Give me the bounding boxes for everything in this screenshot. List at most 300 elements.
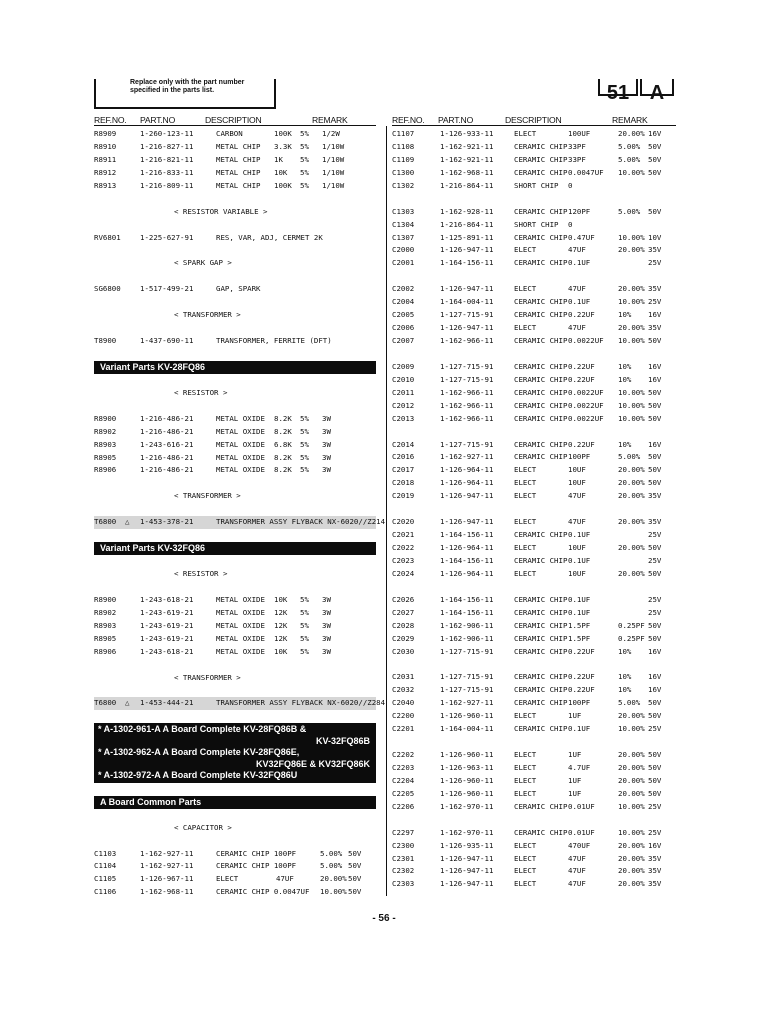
section-subheading — [94, 257, 376, 270]
part-row — [94, 633, 376, 646]
part-number: 1-125-891-11 — [440, 232, 494, 242]
part-number: 1-162-968-11 — [140, 887, 194, 897]
rating: 16V — [648, 840, 662, 850]
description: ELECT — [514, 788, 537, 798]
tolerance: 5% — [300, 180, 309, 190]
part-row — [94, 607, 376, 620]
value: 47UF — [276, 874, 294, 884]
value: 8.2K — [274, 426, 292, 436]
tolerance: 5.00% — [618, 154, 641, 164]
ref-number: R8911 — [94, 154, 117, 164]
tolerance: 10.00% — [618, 336, 645, 345]
rating: 1/10W — [322, 167, 345, 177]
subheading-text: < TRANSFORMER > — [174, 672, 241, 682]
value: 0.0047UF — [568, 167, 604, 177]
rating: 25V — [648, 801, 662, 811]
tolerance: 20.00% — [618, 788, 645, 798]
description: CERAMIC CHIP — [514, 724, 568, 734]
ref-number: R8913 — [94, 180, 117, 190]
rating: 3W — [322, 465, 331, 475]
banner-line: * A-1302-961-A A Board Complete KV-28FQ86B & — [98, 724, 307, 735]
part-number: 1-216-486-21 — [140, 465, 194, 475]
rating: 16V — [648, 685, 662, 695]
header-desc-left: DESCRIPTION — [205, 115, 262, 125]
description: ELECT — [514, 840, 537, 850]
part-number: 1-162-966-11 — [440, 400, 494, 410]
part-number: 1-164-004-11 — [440, 724, 494, 734]
part-row — [392, 853, 676, 866]
ref-number: C2204 — [392, 775, 415, 785]
spacer — [392, 193, 676, 206]
description: METAL OXIDE — [216, 646, 265, 656]
part-row — [94, 439, 376, 452]
ref-number: C2014 — [392, 439, 415, 449]
ref-number: C2013 — [392, 413, 415, 423]
tolerance: 20.00% — [618, 323, 645, 333]
tolerance: 10.00% — [618, 167, 645, 177]
description: CERAMIC CHIP — [514, 594, 568, 604]
rating: 16V — [648, 361, 662, 371]
part-row — [392, 180, 676, 193]
ref-number: T6800 — [94, 698, 117, 708]
rating: 3W — [322, 646, 331, 656]
ref-number: T6800 — [94, 517, 117, 527]
rating: 1/10W — [322, 180, 345, 190]
part-number: 1-216-486-21 — [140, 426, 194, 436]
header-rule-right — [392, 125, 676, 126]
tolerance: 20.00% — [618, 517, 645, 527]
value: 33PF — [568, 141, 586, 151]
notice-line-1: Replace only with the part number — [130, 79, 245, 86]
tolerance: 10.00% — [320, 887, 347, 897]
spacer — [392, 426, 676, 439]
value: 0 — [568, 219, 573, 229]
tolerance: 5.00% — [618, 141, 641, 151]
section-mark-left: 51 — [606, 82, 630, 104]
section-mark-box-left — [598, 79, 638, 104]
description: ELECT — [514, 478, 537, 488]
rating: 35V — [648, 284, 662, 294]
part-row — [392, 878, 676, 891]
rating: 25V — [648, 258, 662, 268]
subheading-text: < RESISTOR > — [174, 569, 228, 578]
description: ELECT — [514, 245, 537, 255]
ref-number: C1106 — [94, 887, 117, 897]
part-row — [392, 633, 676, 646]
ref-number: C2030 — [392, 646, 415, 656]
ref-number: C2201 — [392, 724, 415, 734]
spacer — [94, 581, 376, 594]
rating: 16V — [648, 129, 662, 138]
value: 0.1UF — [568, 594, 591, 604]
rating: 50V — [648, 788, 662, 798]
part-row — [392, 322, 676, 335]
description: ELECT — [514, 879, 537, 889]
description: CERAMIC CHIP — [514, 452, 568, 462]
tolerance: 10% — [618, 685, 632, 695]
part-number: 1-216-821-11 — [140, 154, 194, 164]
description: CERAMIC CHIP — [514, 206, 568, 216]
part-row — [392, 477, 676, 490]
ref-number: C2040 — [392, 698, 415, 708]
part-number: 1-126-947-11 — [440, 323, 494, 333]
ref-number: C2202 — [392, 750, 415, 759]
tolerance: 10% — [618, 310, 632, 320]
tolerance: 5% — [300, 646, 309, 656]
ref-number: C2031 — [392, 672, 415, 682]
value: 1.5PF — [568, 633, 591, 643]
value: 100PF — [568, 698, 591, 708]
right-column — [392, 128, 676, 891]
description: METAL OXIDE — [216, 426, 265, 436]
description: ELECT — [514, 465, 537, 475]
rating: 50V — [348, 848, 362, 858]
part-number: 1-126-964-11 — [440, 568, 494, 578]
description: CERAMIC CHIP — [514, 620, 568, 630]
part-row — [94, 141, 376, 154]
description: ELECT — [514, 491, 537, 501]
ref-number: C1307 — [392, 232, 415, 242]
rating: 50V — [648, 698, 662, 708]
section-banner: Variant Parts KV-32FQ86 — [94, 542, 376, 555]
spacer — [94, 809, 376, 822]
value: 33PF — [568, 154, 586, 164]
part-row — [392, 801, 676, 814]
description: METAL CHIP — [216, 141, 261, 151]
part-number: 1-162-927-11 — [140, 861, 194, 871]
part-number: 1-126-963-11 — [440, 762, 494, 772]
value: 12K — [274, 620, 288, 630]
part-row — [94, 860, 376, 873]
part-number: 1-127-715-91 — [440, 310, 494, 320]
ref-number: C1105 — [94, 874, 117, 884]
header-rule-left — [94, 125, 376, 126]
description: CERAMIC CHIP — [514, 413, 568, 423]
ref-number: C2206 — [392, 801, 415, 811]
ref-number: C2029 — [392, 633, 415, 643]
part-number: 1-164-156-11 — [440, 258, 494, 268]
subheading-text: < TRANSFORMER > — [174, 310, 241, 320]
notice-line-2: specified in the parts list. — [130, 87, 215, 94]
rating: 35V — [648, 245, 662, 255]
tolerance: 10% — [618, 361, 632, 371]
description: CERAMIC CHIP — [514, 336, 568, 345]
ref-number: C2017 — [392, 465, 415, 475]
rating: 50V — [348, 874, 362, 884]
value: 47UF — [568, 517, 586, 527]
part-row — [94, 232, 376, 245]
part-number: 1-260-123-11 — [140, 129, 194, 138]
header-remark-right: REMARK — [612, 115, 648, 125]
rating: 50V — [348, 861, 362, 871]
ref-number: R8909 — [94, 129, 117, 138]
tolerance: 5% — [300, 413, 309, 423]
rating: 50V — [648, 465, 662, 475]
tolerance: 5.00% — [320, 861, 343, 871]
description: METAL OXIDE — [216, 413, 265, 423]
part-row — [392, 206, 676, 219]
ref-number: C2007 — [392, 336, 415, 345]
ref-number: C1103 — [94, 848, 117, 858]
part-number: 1-243-619-21 — [140, 633, 194, 643]
rating: 50V — [648, 620, 662, 630]
value: 0.0022UF — [568, 413, 604, 423]
part-row — [94, 154, 376, 167]
part-number: 1-126-947-11 — [440, 879, 494, 889]
rating: 35V — [648, 866, 662, 876]
description: ELECT — [514, 866, 537, 876]
ref-number: R8912 — [94, 167, 117, 177]
ref-number: C2018 — [392, 478, 415, 488]
rating: 50V — [648, 762, 662, 772]
part-number: 1-216-809-11 — [140, 180, 194, 190]
rating: 16V — [648, 646, 662, 656]
section-subheading — [94, 490, 376, 503]
part-row — [94, 413, 376, 426]
part-row — [94, 426, 376, 439]
ref-number: C2028 — [392, 620, 415, 630]
value: 100PF — [568, 452, 591, 462]
header-ref-right: REF.NO. — [392, 115, 425, 125]
part-row — [94, 452, 376, 465]
ref-number: C2002 — [392, 284, 415, 294]
part-row — [392, 607, 676, 620]
description: CERAMIC CHIP — [514, 154, 568, 164]
part-number: 1-126-947-11 — [440, 866, 494, 876]
ref-number: C2300 — [392, 840, 415, 850]
tolerance: 5% — [300, 620, 309, 630]
tolerance: 20.00% — [618, 840, 645, 850]
description: CERAMIC CHIP — [514, 310, 568, 320]
value: 8.2K — [274, 452, 292, 462]
part-row — [392, 439, 676, 452]
value: 10K — [274, 167, 288, 177]
part-number: 1-126-947-11 — [440, 284, 494, 294]
value: 0.22UF — [568, 685, 595, 695]
section-subheading — [94, 387, 376, 400]
part-number: 1-162-966-11 — [440, 336, 494, 345]
part-number: 1-126-964-11 — [440, 543, 494, 552]
part-row — [94, 873, 376, 886]
description: METAL CHIP — [216, 167, 261, 177]
tolerance: 10.00% — [618, 400, 645, 410]
value: 47UF — [568, 491, 586, 501]
section-banner: A Board Common Parts — [94, 796, 376, 809]
tolerance: 10.00% — [618, 232, 645, 242]
ref-number: C2005 — [392, 310, 415, 320]
part-number: 1-216-486-21 — [140, 452, 194, 462]
banner-line: KV32FQ86E & KV32FQ86K — [255, 758, 370, 769]
value: 47UF — [568, 853, 586, 863]
tolerance: 20.00% — [618, 129, 645, 138]
part-row — [94, 167, 376, 180]
value: 0.1UF — [568, 607, 591, 617]
value: 12K — [274, 633, 288, 643]
description: CERAMIC CHIP 0.0047UF — [216, 887, 310, 897]
ref-number: C2009 — [392, 361, 415, 371]
description: TRANSFORMER, FERRITE (DFT) — [216, 336, 332, 345]
ref-number: C1104 — [94, 861, 117, 871]
spacer — [94, 710, 376, 723]
description: CERAMIC CHIP 100PF — [216, 861, 297, 871]
rating: 50V — [648, 543, 662, 552]
rating: 25V — [648, 827, 662, 837]
ref-number: C2021 — [392, 530, 415, 540]
description: CERAMIC CHIP — [514, 698, 568, 708]
tolerance: 20.00% — [618, 879, 645, 889]
rating: 35V — [648, 853, 662, 863]
rating: 50V — [648, 452, 662, 462]
part-row — [392, 697, 676, 710]
value: 0.01UF — [568, 827, 595, 837]
safety-mark-icon: △ — [125, 698, 130, 708]
tolerance: 0.25PF — [618, 633, 645, 643]
value: 1UF — [568, 750, 582, 759]
tolerance: 5% — [300, 154, 309, 164]
rating: 3W — [322, 452, 331, 462]
rating: 1/10W — [322, 141, 345, 151]
description: METAL CHIP — [216, 154, 261, 164]
spacer — [94, 503, 376, 516]
ref-number: C2010 — [392, 374, 415, 384]
part-row — [392, 232, 676, 245]
part-row — [392, 387, 676, 400]
description: ELECT — [216, 874, 239, 884]
description: TRANSFORMER ASSY FLYBACK NX-6020//Z284 — [216, 698, 386, 708]
part-number: 1-164-004-11 — [440, 297, 494, 307]
part-row — [94, 283, 376, 296]
value: 10UF — [568, 543, 586, 552]
ref-number: R8902 — [94, 426, 117, 436]
rating: 3W — [322, 607, 331, 617]
description: ELECT — [514, 711, 537, 721]
tolerance: 10.00% — [618, 724, 645, 734]
spacer — [94, 400, 376, 413]
ref-number: R8910 — [94, 141, 117, 151]
rating: 50V — [648, 413, 662, 423]
part-number: 1-126-933-11 — [440, 129, 494, 138]
part-number: 1-126-947-11 — [440, 245, 494, 255]
description: CERAMIC CHIP 100PF — [216, 848, 297, 858]
value: 1UF — [568, 788, 582, 798]
part-row — [392, 141, 676, 154]
section-subheading — [94, 672, 376, 685]
tolerance: 10.00% — [618, 297, 645, 307]
tolerance: 5% — [300, 129, 309, 138]
subheading-text: < RESISTOR VARIABLE > — [174, 206, 268, 216]
description: CERAMIC CHIP — [514, 232, 568, 242]
part-row — [94, 128, 376, 141]
part-row — [392, 244, 676, 257]
rating: 3W — [322, 620, 331, 630]
header-desc-right: DESCRIPTION — [505, 115, 562, 125]
tolerance: 5% — [300, 452, 309, 462]
tolerance: 20.00% — [618, 762, 645, 772]
value: 47UF — [568, 323, 586, 333]
rating: 3W — [322, 426, 331, 436]
tolerance: 20.00% — [320, 874, 347, 884]
part-row — [392, 723, 676, 736]
description: CARBON — [216, 129, 243, 138]
rating: 3W — [322, 594, 331, 604]
rating: 50V — [648, 568, 662, 578]
ref-number: R8902 — [94, 607, 117, 617]
tolerance: 10% — [618, 672, 632, 682]
ref-number: R8906 — [94, 646, 117, 656]
part-row — [392, 568, 676, 581]
rating: 10V — [648, 232, 662, 242]
part-number: 1-126-960-11 — [440, 750, 494, 759]
description: METAL OXIDE — [216, 465, 265, 475]
ref-number: C1108 — [392, 141, 415, 151]
header-ref-left: REF.NO. — [94, 115, 127, 125]
value: 1UF — [568, 775, 582, 785]
ref-number: C2012 — [392, 400, 415, 410]
subheading-text: < SPARK GAP > — [174, 258, 232, 268]
description: ELECT — [514, 750, 537, 759]
subheading-text: < RESISTOR > — [174, 387, 228, 397]
value: 8.2K — [274, 465, 292, 475]
tolerance: 10.00% — [618, 387, 645, 397]
description: CERAMIC CHIP — [514, 400, 568, 410]
spacer — [392, 658, 676, 671]
rating: 25V — [648, 555, 662, 565]
ref-number: R8903 — [94, 439, 117, 449]
part-row — [94, 180, 376, 193]
spacer — [392, 814, 676, 827]
rating: 50V — [648, 336, 662, 345]
tolerance: 10% — [618, 439, 632, 449]
part-row — [94, 886, 376, 899]
value: 100K — [274, 180, 292, 190]
rating: 25V — [648, 530, 662, 540]
part-row — [392, 865, 676, 878]
part-number: 1-162-906-11 — [440, 633, 494, 643]
part-number: 1-126-960-11 — [440, 775, 494, 785]
value: 47UF — [568, 245, 586, 255]
description: TRANSFORMER ASSY FLYBACK NX-6020//Z214 — [216, 517, 386, 527]
part-number: 1-243-618-21 — [140, 646, 194, 656]
part-number: 1-162-928-11 — [440, 206, 494, 216]
safety-mark-icon: △ — [125, 517, 130, 527]
description: CERAMIC CHIP — [514, 374, 568, 384]
value: 0.22UF — [568, 672, 595, 682]
part-number: 1-126-947-11 — [440, 517, 494, 527]
value: 10UF — [568, 465, 586, 475]
ref-number: RV6801 — [94, 232, 121, 242]
value: 12K — [274, 607, 288, 617]
tolerance: 5% — [300, 439, 309, 449]
rating: 50V — [648, 206, 662, 216]
description: ELECT — [514, 543, 537, 552]
part-row — [392, 128, 676, 141]
value: 0.1UF — [568, 297, 591, 307]
part-number: 1-216-864-11 — [440, 180, 494, 190]
value: 100K — [274, 129, 292, 138]
value: 470UF — [568, 840, 591, 850]
description: CERAMIC CHIP — [514, 827, 568, 837]
part-number: 1-127-715-91 — [440, 361, 494, 371]
tolerance: 10% — [618, 374, 632, 384]
spacer — [94, 477, 376, 490]
part-row — [392, 464, 676, 477]
part-number: 1-517-499-21 — [140, 284, 194, 294]
value: 4.7UF — [568, 762, 591, 772]
ref-number: R8906 — [94, 465, 117, 475]
rating: 1/2W — [322, 129, 340, 138]
tolerance: 5% — [300, 594, 309, 604]
description: CERAMIC CHIP — [514, 361, 568, 371]
